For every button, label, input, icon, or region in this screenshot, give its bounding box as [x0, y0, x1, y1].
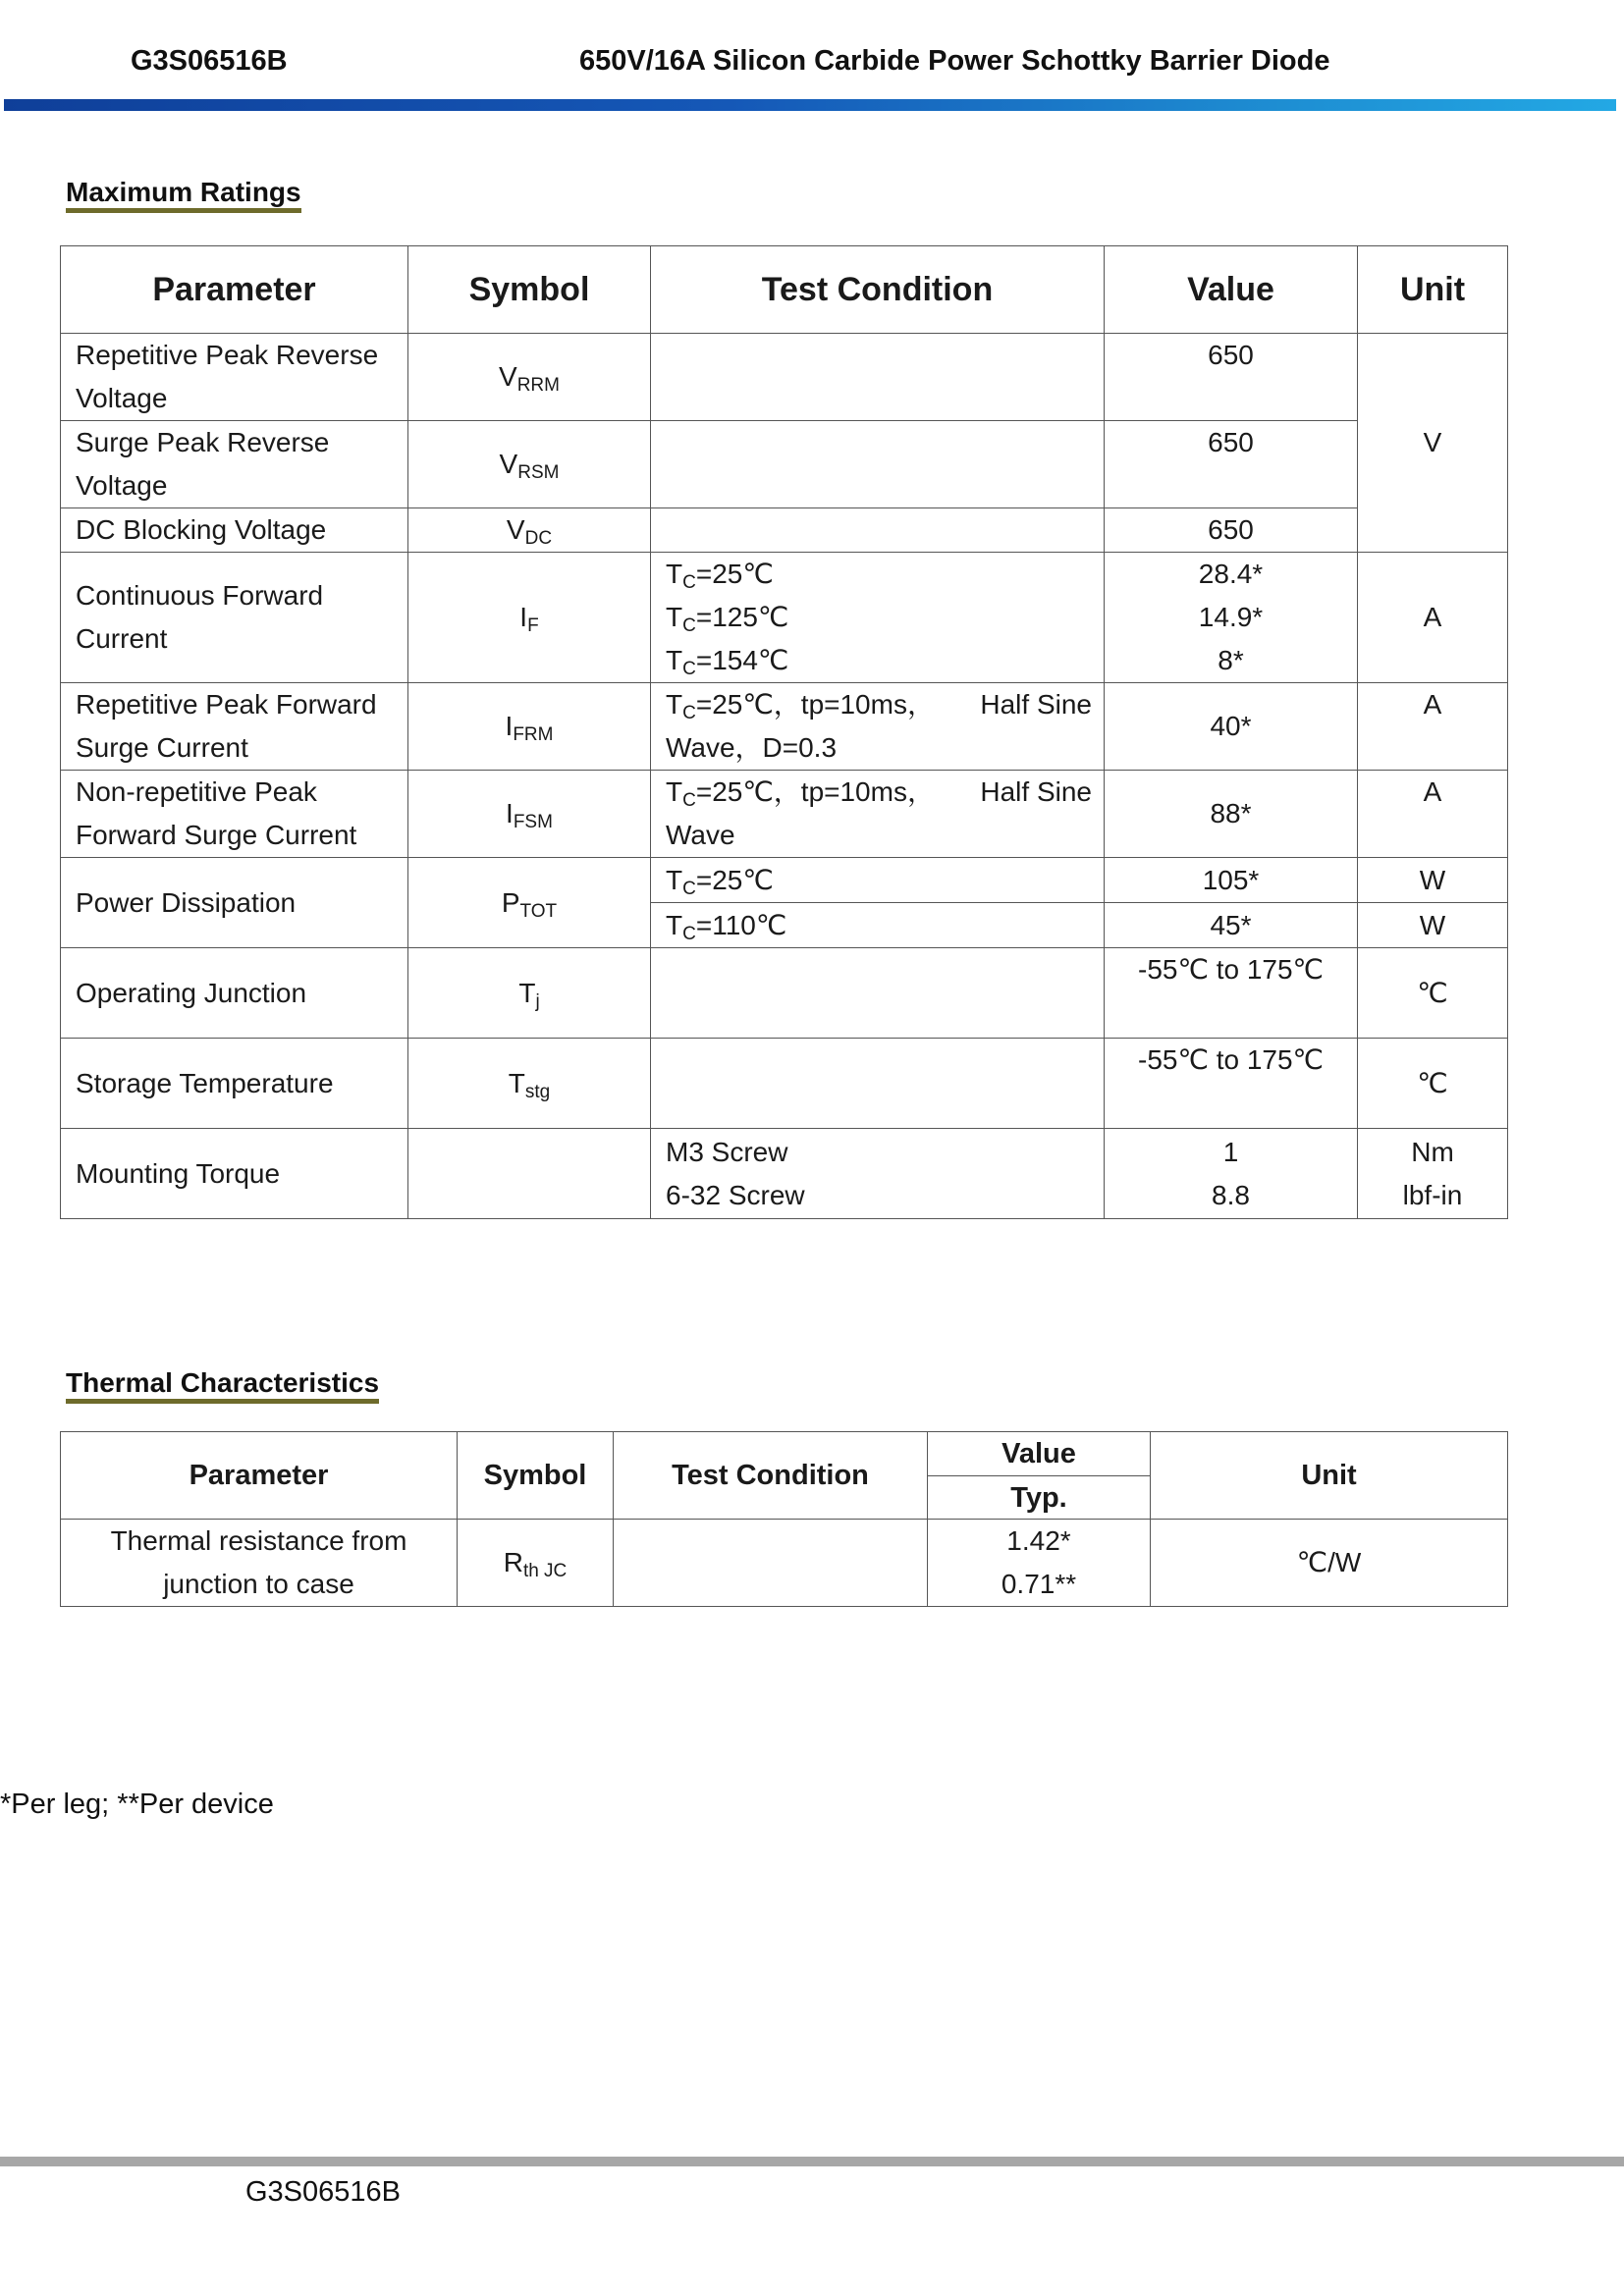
- col-test-condition: Test Condition: [651, 246, 1105, 334]
- max-ratings-table: [60, 245, 1508, 1219]
- table-header-row: [61, 246, 1508, 334]
- condition-cell: [614, 1520, 928, 1607]
- symbol-sub: DC: [524, 528, 553, 549]
- param-cell: Power Dissipation: [61, 858, 408, 948]
- symbol-sub: F: [527, 615, 539, 636]
- value-cell: 88*: [1105, 771, 1358, 858]
- col-symbol: Symbol: [408, 246, 651, 334]
- unit-cell: A: [1358, 683, 1508, 771]
- param-line: Repetitive Peak Reverse: [76, 340, 379, 370]
- unit-cell: [1358, 1129, 1508, 1219]
- table-row: [61, 948, 1508, 1039]
- symbol-cell: [408, 334, 651, 421]
- symbol-cell: [408, 1129, 651, 1219]
- thermal-title: Thermal Characteristics: [66, 1367, 379, 1404]
- condition-line: $T_C=25℃$: [666, 559, 774, 593]
- value-line: 8*: [1218, 645, 1244, 675]
- value-cell: -55℃ to 175℃: [1105, 1039, 1358, 1129]
- symbol-cell: [408, 948, 651, 1039]
- value-line: 1.42*: [1006, 1525, 1071, 1556]
- symbol-sub: TOT: [519, 900, 558, 922]
- symbol-main: I: [519, 602, 528, 632]
- symbol-main: V: [499, 449, 518, 479]
- condition-line: Wave，D=0.3: [666, 732, 838, 763]
- header-part-number: G3S06516B: [131, 45, 288, 77]
- value-line: 28.4*: [1198, 559, 1264, 589]
- param-line: Forward Surge Current: [76, 820, 357, 850]
- col-test-condition: Test Condition: [614, 1432, 928, 1520]
- footer-divider-bar: [0, 2157, 1624, 2166]
- param-cell: [61, 683, 408, 771]
- symbol-sub: th JC: [522, 1561, 568, 1581]
- condition-cell: [651, 771, 1105, 858]
- col-unit: Unit: [1151, 1432, 1508, 1520]
- table-row: [61, 858, 1508, 903]
- condition-line: M3 Screw: [666, 1136, 788, 1167]
- param-cell: [61, 334, 408, 421]
- thermal-table: [60, 1431, 1508, 1607]
- symbol-sub: RRM: [516, 375, 560, 396]
- condition-cell: [651, 948, 1105, 1039]
- param-line: Continuous Forward: [76, 580, 324, 611]
- value-cell: 650: [1105, 508, 1358, 553]
- table-header-row: [61, 1432, 1508, 1476]
- table-row: [61, 334, 1508, 421]
- symbol-cell: [408, 771, 651, 858]
- param-line: Surge Current: [76, 732, 248, 763]
- symbol-main: R: [503, 1547, 523, 1577]
- symbol-main: T: [508, 1067, 525, 1098]
- param-line: Non-repetitive Peak: [76, 776, 317, 807]
- param-line: junction to case: [163, 1569, 354, 1599]
- unit-line: Nm: [1411, 1136, 1454, 1167]
- param-line: Thermal resistance from: [110, 1525, 407, 1556]
- symbol-main: T: [518, 977, 536, 1008]
- symbol-sub: stg: [524, 1081, 551, 1102]
- condition-cell: $T_C=25℃$: [651, 858, 1105, 903]
- condition-line: Wave: [666, 820, 735, 850]
- condition-line: $T_C=25℃$，tp=10ms， Half Sine: [666, 689, 1092, 723]
- condition-cell: [651, 421, 1105, 508]
- table-row: [61, 553, 1508, 683]
- symbol-cell: [408, 553, 651, 683]
- param-cell: [61, 421, 408, 508]
- value-cell: -55℃ to 175℃: [1105, 948, 1358, 1039]
- condition-cell: $T_C=110℃$: [651, 903, 1105, 948]
- footnote: *Per leg; **Per device: [0, 1789, 274, 1820]
- value-cell: 45*: [1105, 903, 1358, 948]
- value-cell: [1105, 1129, 1358, 1219]
- param-line: Repetitive Peak Forward: [76, 689, 377, 720]
- value-cell: 105*: [1105, 858, 1358, 903]
- table-row: [61, 1129, 1508, 1219]
- value-line: 8.8: [1212, 1179, 1250, 1210]
- value-line: 1: [1222, 1136, 1239, 1167]
- param-line: Current: [76, 623, 168, 654]
- table-row: [61, 683, 1508, 771]
- col-parameter: Parameter: [61, 246, 408, 334]
- condition-cell: [651, 553, 1105, 683]
- value-line: 0.71**: [1001, 1569, 1077, 1599]
- table-row: [61, 508, 1508, 553]
- symbol-sub: FSM: [513, 812, 553, 832]
- value-cell: [1105, 553, 1358, 683]
- unit-cell: W: [1358, 903, 1508, 948]
- table-row: [61, 421, 1508, 508]
- symbol-main: I: [506, 798, 514, 828]
- symbol-main: I: [505, 711, 514, 741]
- unit-cell: ℃/W: [1151, 1520, 1508, 1607]
- unit-line: lbf-in: [1402, 1179, 1463, 1210]
- condition-cell: [651, 334, 1105, 421]
- param-cell: Storage Temperature: [61, 1039, 408, 1129]
- col-unit: Unit: [1358, 246, 1508, 334]
- value-cell: 650: [1105, 421, 1358, 508]
- param-line: Surge Peak Reverse: [76, 427, 330, 457]
- table-row: [61, 771, 1508, 858]
- unit-cell: V: [1358, 334, 1508, 553]
- condition-line: $T_C=154℃$: [666, 645, 789, 679]
- unit-cell: A: [1358, 553, 1508, 683]
- param-cell: [61, 771, 408, 858]
- value-line: 14.9*: [1198, 602, 1264, 632]
- condition-cell: [651, 1039, 1105, 1129]
- condition-line: $T_C=125℃$: [666, 602, 789, 636]
- max-ratings-title: Maximum Ratings: [66, 177, 301, 213]
- value-cell: [928, 1520, 1151, 1607]
- param-cell: Operating Junction: [61, 948, 408, 1039]
- symbol-main: P: [501, 886, 520, 918]
- value-cell: 40*: [1105, 683, 1358, 771]
- param-line: Voltage: [76, 383, 168, 413]
- symbol-sub: j: [535, 990, 540, 1012]
- unit-cell: A: [1358, 771, 1508, 858]
- condition-line: 6-32 Screw: [666, 1179, 805, 1210]
- symbol-cell: [408, 1039, 651, 1129]
- param-cell: Mounting Torque: [61, 1129, 408, 1219]
- symbol-cell: [408, 421, 651, 508]
- symbol-main: V: [499, 361, 517, 392]
- symbol-main: V: [506, 514, 525, 545]
- footer-part-number: G3S06516B: [245, 2176, 402, 2208]
- param-cell: DC Blocking Voltage: [61, 508, 408, 553]
- header-divider-bar: [4, 99, 1616, 111]
- col-value: Value: [1105, 246, 1358, 334]
- unit-cell: ℃: [1358, 1039, 1508, 1129]
- table-row: [61, 1039, 1508, 1129]
- symbol-cell: [408, 683, 651, 771]
- condition-cell: [651, 1129, 1105, 1219]
- condition-cell: [651, 508, 1105, 553]
- col-value: Value: [928, 1432, 1151, 1476]
- symbol-sub: RSM: [517, 462, 560, 483]
- symbol-cell: [408, 858, 651, 948]
- symbol-cell: [408, 508, 651, 553]
- condition-cell: [651, 683, 1105, 771]
- table-row: [61, 1520, 1508, 1607]
- col-parameter: Parameter: [61, 1432, 458, 1520]
- col-typ: Typ.: [928, 1476, 1151, 1520]
- condition-line: $T_C=25℃$，tp=10ms， Half Sine: [666, 776, 1092, 811]
- header-title: 650V/16A Silicon Carbide Power Schottky Barrier Diode: [579, 45, 1330, 77]
- value-cell: 650: [1105, 334, 1358, 421]
- symbol-cell: [458, 1520, 614, 1607]
- symbol-sub: FRM: [513, 724, 554, 745]
- param-cell: [61, 1520, 458, 1607]
- param-line: Voltage: [76, 470, 168, 501]
- unit-cell: W: [1358, 858, 1508, 903]
- unit-cell: ℃: [1358, 948, 1508, 1039]
- col-symbol: Symbol: [458, 1432, 614, 1520]
- param-cell: [61, 553, 408, 683]
